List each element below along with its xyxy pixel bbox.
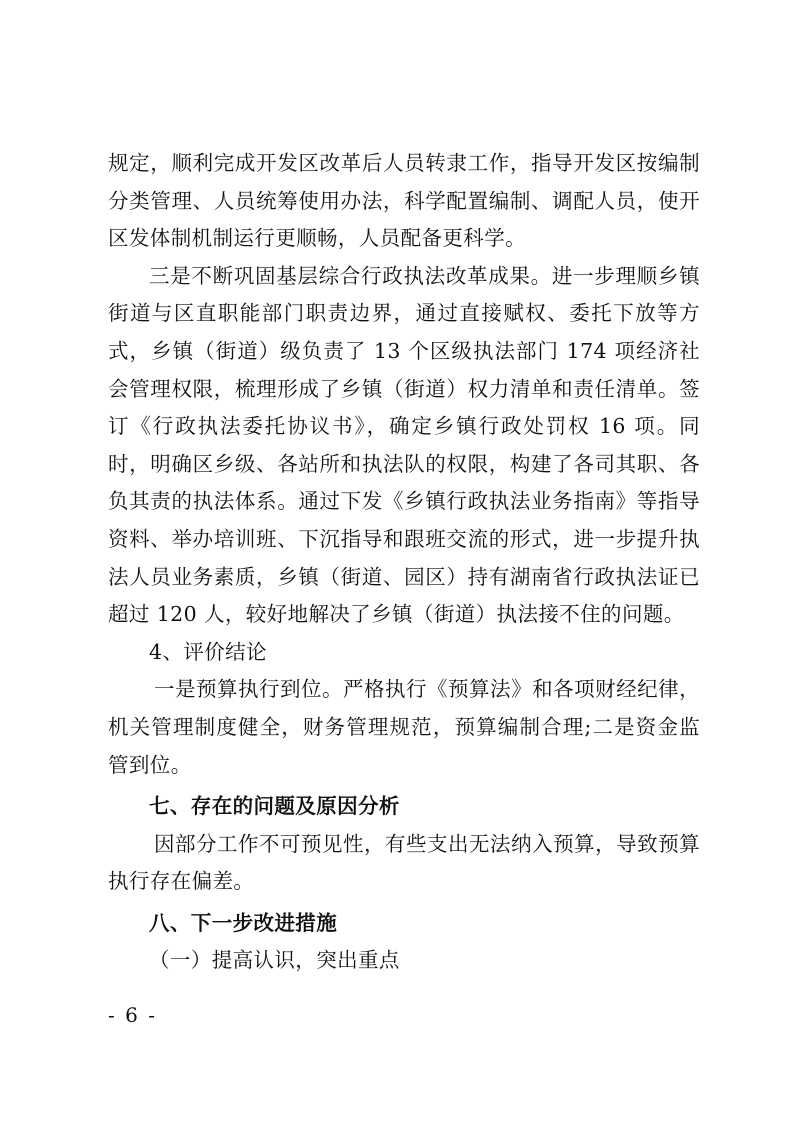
paragraph-law-enforcement-reform: 三是不断巩固基层综合行政执法改革成果。进一步理顺乡镇街道与区直职能部门职责边界，通过直接赋权、委托下放等方式，乡镇（街道）级负责了 13 个区级执法部门 174 项经济社会管理权限，梳理形成了乡镇（街道）权力清单和责任清单。签订《行政执法委托协议书》，确定乡镇行政处罚权 16 项。同时，明确区乡级、各站所和执法队的权限，构建了各司其职、各负其责的执法体系。通过下发《乡镇行政执法业务指南》等指导资料、举办培训班、下沉指导和跟班交流的形式，进一步提升执法人员业务素质，乡镇（街道、园区）持有湖南省行政执法证已超过 120 人，较好地解决了乡镇（街道）执法接不住的问题。 xyxy=(108,263,700,627)
heading-improvement-measures: 八、下一步改进措施 xyxy=(149,910,338,935)
subheading-raise-awareness: （一）提高认识，突出重点 xyxy=(149,948,400,973)
page-number: - 6 - xyxy=(108,1003,157,1027)
heading-problems-analysis: 七、存在的问题及原因分析 xyxy=(149,794,400,819)
paragraph-evaluation-text: 一是预算执行到位。严格执行《预算法》和各项财经纪律，机关管理制度健全，财务管理规范，预算编制合理;二是资金监管到位。 xyxy=(108,677,700,777)
paragraph-problems-text: 因部分工作不可预见性，有些支出无法纳入预算，导致预算执行存在偏差。 xyxy=(108,831,700,894)
subheading-evaluation-conclusion: 4、评价结论 xyxy=(149,639,267,664)
paragraph-staff-transfer: 规定，顺利完成开发区改革后人员转隶工作，指导开发区按编制分类管理、人员统筹使用办法，科学配置编制、调配人员，使开区发体制机制运行更顺畅，人员配备更科学。 xyxy=(108,151,700,251)
document-body xyxy=(108,145,700,980)
